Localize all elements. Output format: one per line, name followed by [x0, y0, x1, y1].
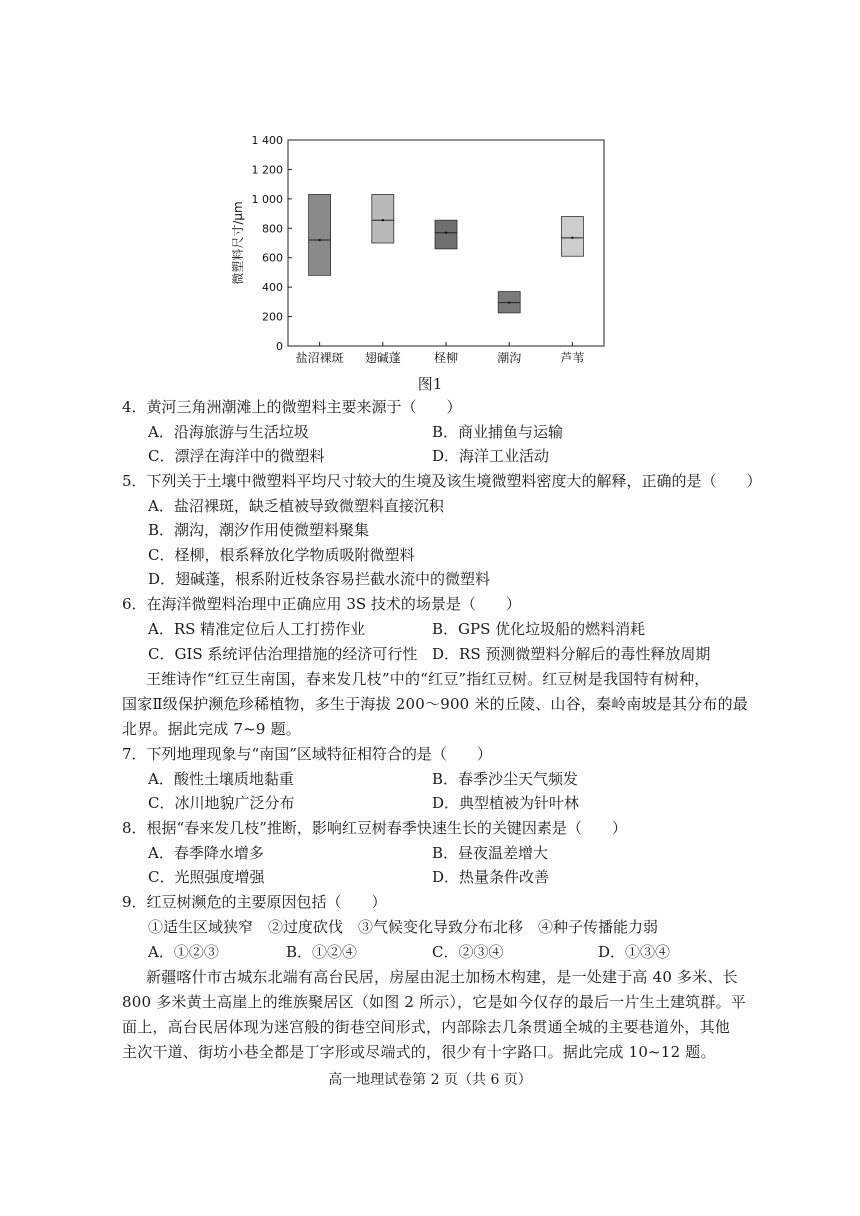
- y-tick-label: 1 000: [251, 192, 283, 206]
- x-tick-label: 盐沼裸斑: [295, 351, 344, 365]
- q9-option-d: D．①③④: [598, 943, 671, 961]
- box-0: [309, 194, 331, 275]
- box-1: [372, 194, 394, 243]
- x-tick-label: 翅碱蓬: [364, 351, 401, 365]
- q4-option-c: C．漂浮在海洋中的微塑料: [148, 447, 325, 465]
- q8-option-b: B．昼夜温差增大: [432, 844, 549, 862]
- q9-items: ①适生区域狭窄 ②过度砍伐 ③气候变化导致分布北移 ④种子传播能力弱: [148, 918, 659, 936]
- q9-option-c: C．②③④: [432, 943, 504, 961]
- y-tick-label: 400: [262, 281, 283, 295]
- q4-option-d: D．海洋工业活动: [432, 447, 550, 465]
- box-chart: [228, 128, 618, 368]
- box-4: [561, 217, 583, 257]
- passage1-line-2: 国家Ⅱ级保护濒危珍稀植物，多生于海拔 200～900 米的丘陵、山谷，秦岭南坡是其分布的最: [122, 695, 748, 713]
- figure-caption: 图1: [417, 375, 443, 393]
- question-9-stem: 9．红豆树濒危的主要原因包括（ ）: [122, 893, 387, 911]
- question-7-stem: 7．下列地理现象与“南国”区域特征相符合的是（ ）: [122, 745, 492, 763]
- q5-option-b: B．潮沟，潮汐作用使微塑料聚集: [148, 521, 370, 539]
- q6-option-b: B．GPS 优化垃圾船的燃料消耗: [432, 620, 646, 638]
- chart-svg: [228, 128, 618, 368]
- passage2-line-4: 主次干道、街坊小巷全都是丁字形或尽端式的，很少有十字路口。据此完成 10~12 题。: [122, 1043, 716, 1061]
- q6-option-a: A．RS 精准定位后人工打捞作业: [148, 620, 366, 638]
- y-tick-label: 1 400: [251, 134, 283, 147]
- q6-option-d: D．RS 预测微塑料分解后的毒性释放周期: [432, 645, 711, 663]
- y-tick-label: 0: [276, 340, 283, 353]
- y-axis-label: 微塑料尺寸/μm: [231, 201, 245, 285]
- median-dot-2: [445, 232, 447, 234]
- q7-option-d: D．典型植被为针叶林: [432, 794, 580, 812]
- question-4-stem: 4．黄河三角洲潮滩上的微塑料主要来源于（ ）: [122, 398, 462, 416]
- median-dot-1: [382, 219, 384, 221]
- q8-option-d: D．热量条件改善: [432, 868, 550, 886]
- question-5-stem: 5．下列关于土壤中微塑料平均尺寸较大的生境及该生境微塑料密度大的解释，正确的是（ ）: [122, 472, 762, 490]
- q8-option-a: A．春季降水增多: [148, 844, 264, 862]
- q5-option-c: C．柽柳，根系释放化学物质吸附微塑料: [148, 546, 415, 564]
- page-footer: 高一地理试卷第 2 页（共 6 页）: [328, 1072, 532, 1088]
- x-tick-label: 柽柳: [433, 351, 459, 365]
- y-tick-label: 800: [262, 222, 283, 236]
- median-dot-4: [571, 237, 573, 239]
- q4-option-b: B．商业捕鱼与运输: [432, 423, 564, 441]
- y-tick-label: 1 200: [251, 163, 283, 177]
- passage2-line-2: 800 多米黄土高崖上的维族聚居区（如图 2 所示），它是如今仅存的最后一片生土建筑群。平: [122, 993, 746, 1011]
- question-6-stem: 6．在海洋微塑料治理中正确应用 3S 技术的场景是（ ）: [122, 595, 521, 613]
- question-8-stem: 8．根据“春来发几枝”推断，影响红豆树春季快速生长的关键因素是（ ）: [122, 819, 627, 837]
- x-tick-label: 潮沟: [497, 351, 522, 365]
- q7-option-a: A．酸性土壤质地黏重: [148, 770, 294, 788]
- passage1-line-1: 王维诗作“红豆生南国，春来发几枝”中的“红豆”指红豆树。红豆树是我国特有树种，: [146, 670, 710, 688]
- passage2-line-3: 面上，高台民居体现为迷宫般的街巷空间形式，内部除去几条贯通全城的主要巷道外，其他: [122, 1018, 731, 1036]
- passage1-line-3: 北界。据此完成 7~9 题。: [122, 720, 301, 738]
- q7-option-b: B．春季沙尘天气频发: [432, 770, 579, 788]
- box-2: [435, 220, 457, 249]
- y-tick-label: 200: [262, 310, 283, 324]
- q5-option-a: A．盐沼裸斑，缺乏植被导致微塑料直接沉积: [148, 497, 444, 515]
- passage2-line-1: 新疆喀什市古城东北端有高台民居，房屋由泥土加杨木构建，是一处建于高 40 多米、长: [146, 968, 738, 986]
- x-tick-label: 芦苇: [560, 351, 585, 365]
- q8-option-c: C．光照强度增强: [148, 868, 265, 886]
- q5-option-d: D．翅碱蓬，根系附近枝条容易拦截水流中的微塑料: [148, 570, 491, 588]
- q6-option-c: C．GIS 系统评估治理措施的经济可行性: [148, 645, 418, 663]
- y-tick-label: 600: [262, 251, 283, 265]
- q7-option-c: C．冰川地貌广泛分布: [148, 794, 295, 812]
- q9-option-a: A．①②③: [148, 943, 219, 961]
- q9-option-b: B．①②④: [286, 943, 358, 961]
- median-dot-0: [318, 239, 320, 241]
- q4-option-a: A．沿海旅游与生活垃圾: [148, 423, 309, 441]
- median-dot-3: [508, 301, 510, 303]
